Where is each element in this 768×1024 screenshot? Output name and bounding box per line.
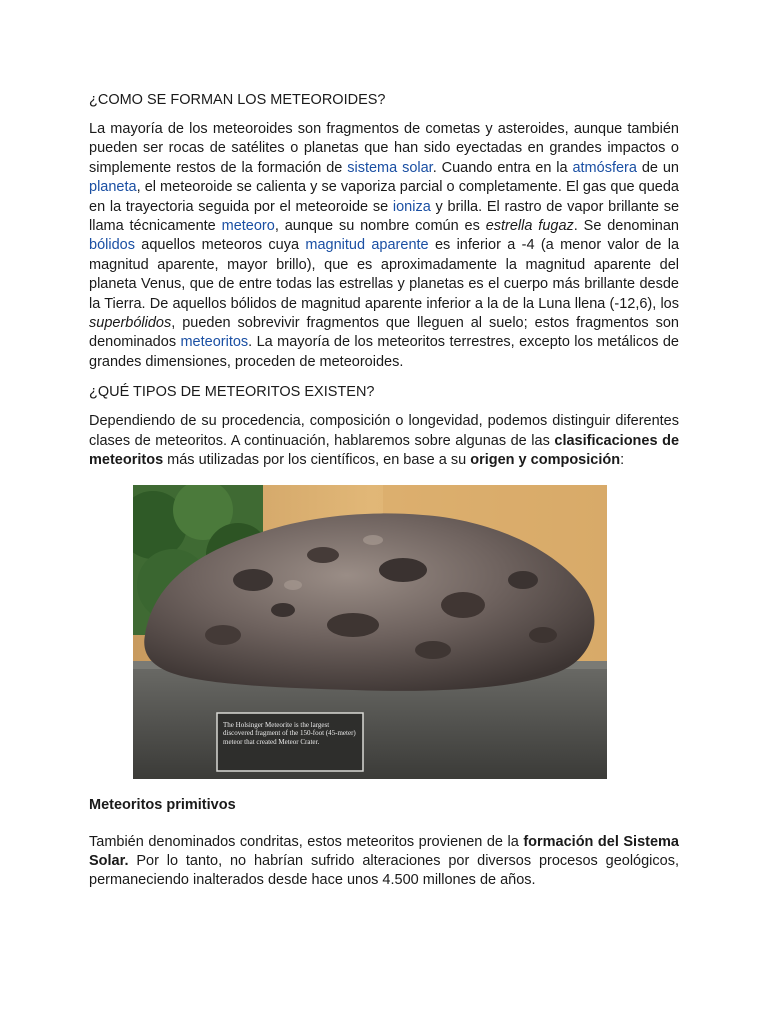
- heading-tipos-meteoritos: ¿QUÉ TIPOS DE METEORITOS EXISTEN?: [89, 384, 375, 401]
- link-magnitud-aparente[interactable]: magnitud aparente: [305, 237, 429, 254]
- link-bolidos[interactable]: bólidos: [89, 237, 135, 254]
- link-atmosfera[interactable]: atmósfera: [572, 159, 637, 176]
- link-meteoro[interactable]: meteoro: [221, 218, 275, 235]
- italic-estrella-fugaz: estrella fugaz: [485, 218, 574, 235]
- bold-clasificaciones: clasificaciones de meteoritos: [89, 432, 680, 469]
- paragraph-primitivos: También denominados condritas, estos meteoritos provienen de la formación del Sistema Solar. Por lo tanto, no habrían sufrido alteraciones por diversos procesos geológicos, permaneciendo inalterados desde hace unos 4.500 millones de años.: [89, 833, 679, 889]
- meteorite-photo-drawing: [133, 485, 607, 779]
- heading-como-se-forman: ¿COMO SE FORMAN LOS METEOROIDES?: [89, 92, 386, 108]
- link-meteoritos[interactable]: meteoritos: [180, 334, 249, 351]
- paragraph-tipos: Dependiendo de su procedencia, composición o longevidad, podemos distinguir diferentes clases de meteoritos. A continuación, hablaremos sobre algunas de las clasificaciones de meteoritos más utilizadas por los científicos, en base a su origen y composición:: [89, 413, 680, 469]
- italic-superbolidos: superbólidos: [89, 315, 172, 332]
- document-content: [89, 90, 679, 901]
- link-ioniza[interactable]: ioniza: [392, 198, 431, 215]
- heading-meteoritos-primitivos: Meteoritos primitivos: [89, 796, 236, 813]
- paragraph-meteoroides: La mayoría de los meteoroides son fragmentos de cometas y asteroides, aunque también pueden ser rocas de satélites o planetas que han sido eyectadas en grandes impactos o simplemente restos de la formación de sistema solar. Cuando entra en la atmósfera de un planeta, el meteoroide se calienta y se vaporiza parcial o completamente. El gas que queda en la trayectoria seguida por el meteoroide se ioniza y brilla. El rastro de vapor brillante se llama técnicamente meteoro, aunque su nombre común es estrella fugaz. Se denominan bólidos aquellos meteoros cuya magnitud aparente es inferior a -4 (a menor valor de la magnitud aparente, mayor brillo), que es aproximadamente la magnitud aparente del planeta Venus, que de entre todas las estrellas y planetas es el cuerpo más brillante desde la Tierra. De aquellos bólidos de magnitud aparente inferior a la de la Luna llena (-12,6), los superbólidos, pueden sobrevivir fragmentos que lleguen al suelo; estos fragmentos son denominados meteoritos. La mayoría de los meteoritos terrestres, excepto los metálicos de grandes dimensiones, proceden de meteoroides.: [89, 121, 680, 370]
- bold-origen-composicion: origen y composición: [470, 452, 621, 469]
- link-sistema-solar[interactable]: sistema solar: [347, 159, 433, 176]
- bold-formacion-sistema-solar: formación del Sistema Solar.: [89, 833, 679, 869]
- meteorite-photo: [133, 485, 607, 779]
- plaque-caption: The Holsinger Meteorite is the largest discovered fragment of the 150-foot (45-meter) meteor that created Meteor Crater.: [223, 720, 356, 746]
- link-planeta[interactable]: planeta: [89, 179, 137, 196]
